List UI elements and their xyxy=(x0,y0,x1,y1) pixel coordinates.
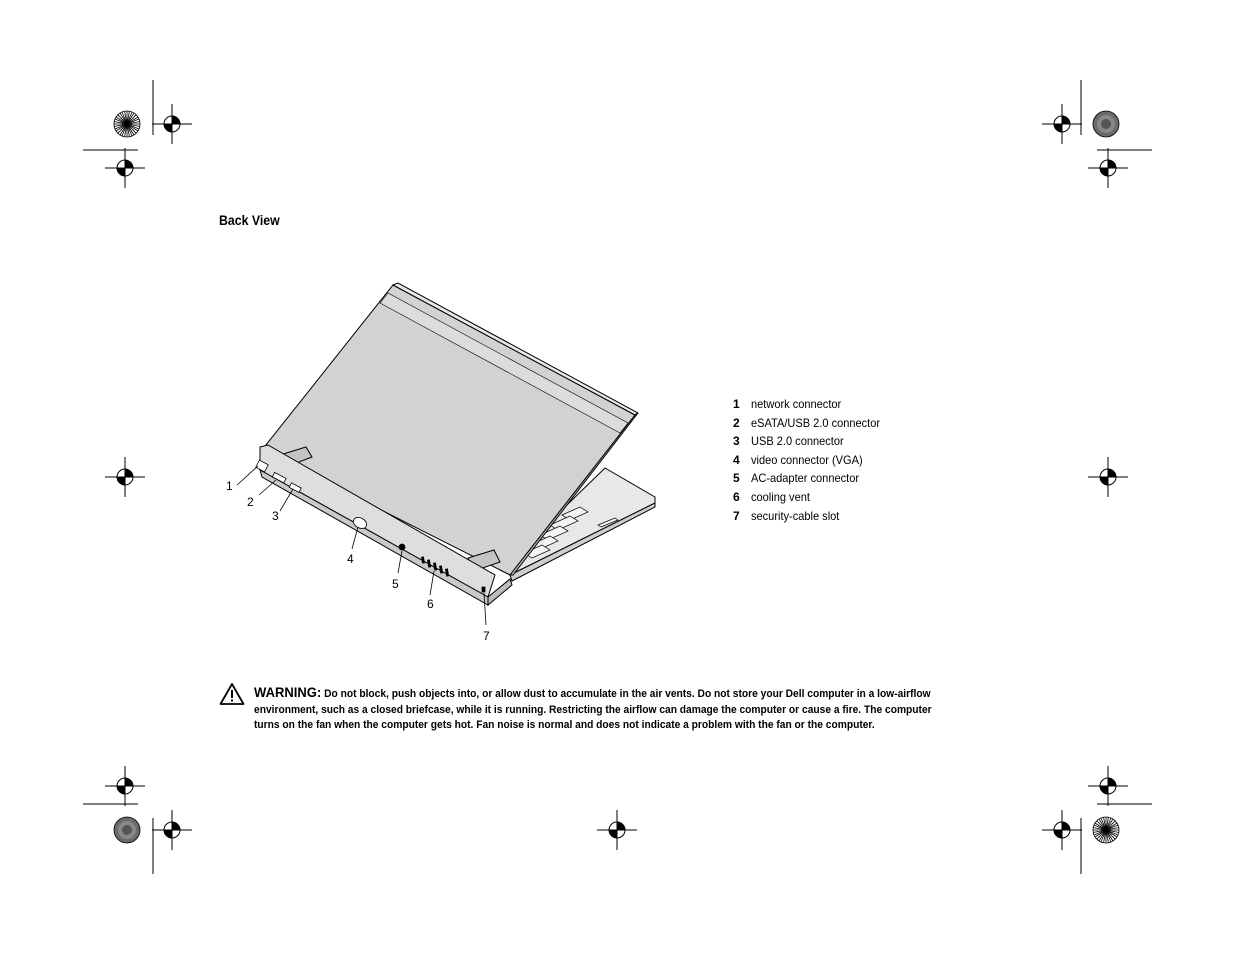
callout-number-5: 5 xyxy=(392,577,399,591)
warning-label: WARNING: xyxy=(254,684,322,700)
legend-item: 4 video connector (VGA) xyxy=(733,452,863,467)
legend-item: 3 USB 2.0 connector xyxy=(733,434,844,449)
callout-legend xyxy=(733,397,891,527)
legend-item: 2 eSATA/USB 2.0 connector xyxy=(733,415,881,430)
section-title: Back View xyxy=(219,212,280,228)
warning-triangle-icon xyxy=(219,682,245,706)
callout-number-1: 1 xyxy=(226,479,233,493)
legend-item: 7 security-cable slot xyxy=(733,508,840,523)
callout-number-6: 6 xyxy=(427,597,434,611)
callout-number-3: 3 xyxy=(272,509,279,523)
warning-text xyxy=(254,685,933,734)
callout-number-4: 4 xyxy=(347,552,354,566)
laptop-back-view-illustration xyxy=(210,275,680,655)
legend-item: 1 network connector xyxy=(733,397,842,411)
callout-number-2: 2 xyxy=(247,495,254,509)
callout-number-7: 7 xyxy=(483,629,490,643)
legend-item: 5 AC-adapter connector xyxy=(733,471,860,486)
warning-body: Do not block, push objects into, or allow dust to accumulate in the air vents. Do not store your Dell computer in a low-airflow environment, such as a closed briefcase, while it is running. Restricting the airflow can damage the computer or cause a fire. The computer turns on the fan when the computer gets hot. Fan noise is normal and does not indicate a problem with the fan or the computer. xyxy=(254,688,932,732)
legend-item: 6 cooling vent xyxy=(733,489,810,504)
